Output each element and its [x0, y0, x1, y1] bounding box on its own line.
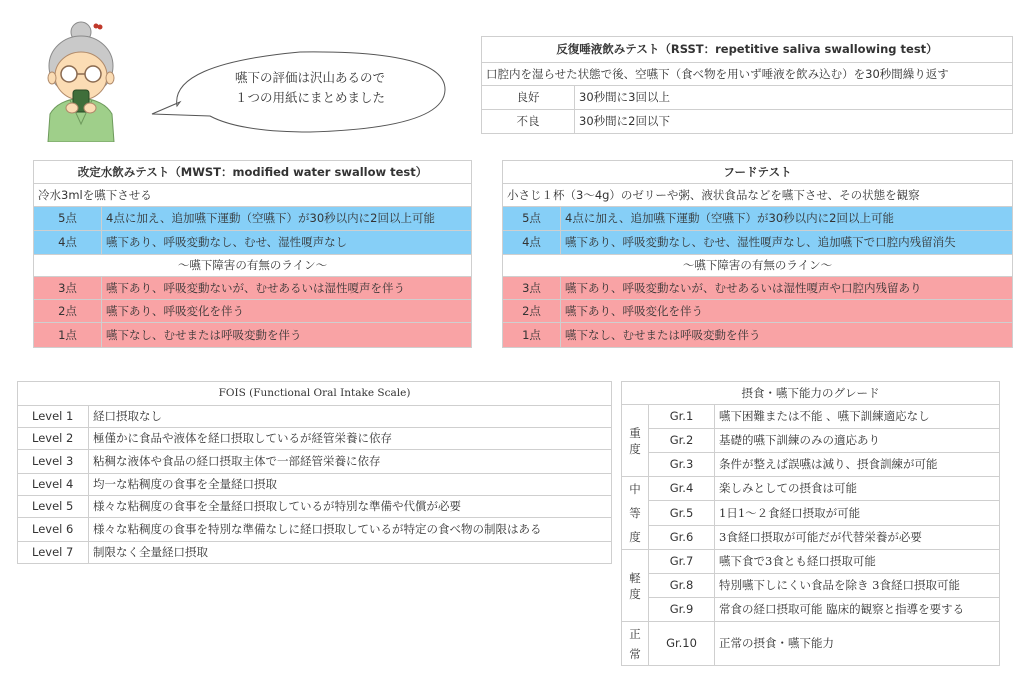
fois-level-text: 経口摂取なし — [89, 406, 612, 428]
table-row — [482, 110, 1013, 134]
grade-text: 条件が整えば誤嚥は減り、摂食訓練が可能 — [715, 453, 1000, 477]
table-row — [18, 542, 612, 564]
mwst-score-text: 4点に加え、追加嚥下運動（空嚥下）が30秒以内に2回以上可能 — [102, 207, 472, 231]
rsst-row-label: 良好 — [482, 86, 575, 110]
grade-label: Gr.1 — [649, 405, 715, 429]
food-test-description: 小さじ１杯（3〜4g）のゼリーや粥、液状食品などを嚥下させ、その状態を観察 — [503, 184, 1013, 207]
mwst-score: 5点 — [34, 207, 102, 231]
table-row — [622, 405, 1000, 429]
grade-group-normal: 正常 — [622, 622, 649, 666]
table-row — [18, 496, 612, 518]
table-row — [622, 429, 1000, 453]
table-row — [622, 477, 1000, 501]
speech-bubble-line-2: １つの用紙にまとめました — [234, 90, 385, 105]
fois-table — [17, 381, 612, 564]
grade-group-severe: 重度 — [622, 405, 649, 477]
grade-text: 常食の経口摂取可能 臨床的観察と指導を要する — [715, 598, 1000, 622]
mwst-score: 2点 — [34, 300, 102, 323]
fois-level-text: 様々な粘稠度の食事を特別な準備なしに経口摂取しているが特定の食べ物の制限はある — [89, 518, 612, 542]
grade-label: Gr.3 — [649, 453, 715, 477]
mwst-table — [33, 160, 472, 348]
rsst-row-text: 30秒間に3回以上 — [575, 86, 1013, 110]
mwst-score-text: 嚥下あり、呼吸変化を伴う — [102, 300, 472, 323]
rsst-row-text: 30秒間に2回以下 — [575, 110, 1013, 134]
grade-text: 嚥下食で3食とも経口摂取可能 — [715, 550, 1000, 574]
rsst-row-label: 不良 — [482, 110, 575, 134]
table-row — [503, 277, 1013, 300]
speech-bubble-line-1: 嚥下の評価は沢山あるので — [234, 70, 385, 85]
grade-label: Gr.5 — [649, 501, 715, 525]
fois-level-text: 制限なく全量経口摂取 — [89, 542, 612, 564]
food-test-table — [502, 160, 1013, 348]
table-row — [34, 323, 472, 348]
food-test-title: フードテスト — [503, 161, 1013, 184]
grade-label: Gr.8 — [649, 574, 715, 598]
fois-level: Level 2 — [18, 428, 89, 450]
grandmother-icon — [36, 14, 126, 142]
grade-label: Gr.4 — [649, 477, 715, 501]
swallowing-grade-table — [621, 381, 1000, 666]
food-test-score: 5点 — [503, 207, 561, 231]
table-row — [503, 231, 1013, 255]
fois-level-text: 粘稠な液体や食品の経口摂取主体で一部経管栄養に依存 — [89, 450, 612, 474]
grade-label: Gr.7 — [649, 550, 715, 574]
grade-group-moderate: 中等度 — [622, 477, 649, 550]
table-row — [622, 574, 1000, 598]
table-row — [18, 406, 612, 428]
table-row — [482, 86, 1013, 110]
food-test-score-text: 嚥下あり、呼吸変動ないが、むせあるいは湿性嗄声や口腔内残留あり — [561, 277, 1013, 300]
grade-label: Gr.9 — [649, 598, 715, 622]
table-row — [18, 474, 612, 496]
rsst-title: 反復唾液飲みテスト（RSST：repetitive saliva swallowing test） — [482, 37, 1013, 63]
grade-text: 嚥下困難または不能 、嚥下訓練適応なし — [715, 405, 1000, 429]
mwst-score-text: 嚥下なし、むせまたは呼吸変動を伴う — [102, 323, 472, 348]
grade-text: 正常の摂食・嚥下能力 — [715, 622, 1000, 666]
grade-group-mild: 軽度 — [622, 550, 649, 622]
food-test-divider-line: 〜嚥下障害の有無のライン〜 — [503, 255, 1013, 277]
mwst-score-text: 嚥下あり、呼吸変動ないが、むせあるいは湿性嗄声を伴う — [102, 277, 472, 300]
table-row — [503, 300, 1013, 323]
table-row — [34, 277, 472, 300]
food-test-score-text: 嚥下なし、むせまたは呼吸変動を伴う — [561, 323, 1013, 348]
fois-level: Level 3 — [18, 450, 89, 474]
mwst-description: 冷水3mlを嚥下させる — [34, 184, 472, 207]
table-row — [34, 231, 472, 255]
grade-text: 3食経口摂取が可能だが代替栄養が必要 — [715, 525, 1000, 549]
mwst-score: 1点 — [34, 323, 102, 348]
food-test-score: 3点 — [503, 277, 561, 300]
grandmother-illustration — [36, 14, 126, 142]
grade-label: Gr.10 — [649, 622, 715, 666]
table-row — [622, 622, 1000, 666]
mwst-score: 4点 — [34, 231, 102, 255]
rsst-table — [481, 36, 1013, 134]
fois-title: FOIS (Functional Oral Intake Scale) — [18, 382, 612, 406]
fois-level-text: 様々な粘稠度の食事を全量経口摂取しているが特別な準備や代償が必要 — [89, 496, 612, 518]
fois-level: Level 7 — [18, 542, 89, 564]
mwst-score: 3点 — [34, 277, 102, 300]
table-row — [622, 550, 1000, 574]
table-row — [18, 450, 612, 474]
table-row — [503, 323, 1013, 348]
grade-text: 楽しみとしての摂食は可能 — [715, 477, 1000, 501]
table-row — [34, 300, 472, 323]
mwst-title: 改定水飲みテスト（MWST：modified water swallow test） — [34, 161, 472, 184]
table-row — [18, 428, 612, 450]
grade-text: 特別嚥下しにくい食品を除き 3食経口摂取可能 — [715, 574, 1000, 598]
fois-level: Level 5 — [18, 496, 89, 518]
grade-text: 基礎的嚥下訓練のみの適応あり — [715, 429, 1000, 453]
table-row — [34, 207, 472, 231]
table-row — [18, 518, 612, 542]
grade-text: 1日1〜２食経口摂取が可能 — [715, 501, 1000, 525]
grade-label: Gr.2 — [649, 429, 715, 453]
food-test-score-text: 嚥下あり、呼吸変化を伴う — [561, 300, 1013, 323]
fois-level-text: 極僅かに食品や液体を経口摂取しているが経管栄養に依存 — [89, 428, 612, 450]
food-test-score: 1点 — [503, 323, 561, 348]
fois-level: Level 6 — [18, 518, 89, 542]
grade-title: 摂食・嚥下能力のグレード — [622, 382, 1000, 405]
table-row — [622, 501, 1000, 525]
speech-bubble — [150, 44, 450, 134]
fois-level-text: 均一な粘稠度の食事を全量経口摂取 — [89, 474, 612, 496]
table-row — [622, 525, 1000, 549]
food-test-score: 4点 — [503, 231, 561, 255]
fois-level: Level 4 — [18, 474, 89, 496]
grade-label: Gr.6 — [649, 525, 715, 549]
food-test-score-text: 嚥下あり、呼吸変動なし、むせ、湿性嗄声なし、追加嚥下で口腔内残留消失 — [561, 231, 1013, 255]
mwst-score-text: 嚥下あり、呼吸変動なし、むせ、湿性嗄声なし — [102, 231, 472, 255]
rsst-description: 口腔内を湿らせた状態で後、空嚥下（食べ物を用いず唾液を飲み込む）を30秒間繰り返す — [482, 63, 1013, 86]
fois-level: Level 1 — [18, 406, 89, 428]
mwst-divider-line: 〜嚥下障害の有無のライン〜 — [34, 255, 472, 277]
table-row — [622, 453, 1000, 477]
food-test-score: 2点 — [503, 300, 561, 323]
food-test-score-text: 4点に加え、追加嚥下運動（空嚥下）が30秒以内に2回以上可能 — [561, 207, 1013, 231]
table-row — [503, 207, 1013, 231]
table-row — [622, 598, 1000, 622]
